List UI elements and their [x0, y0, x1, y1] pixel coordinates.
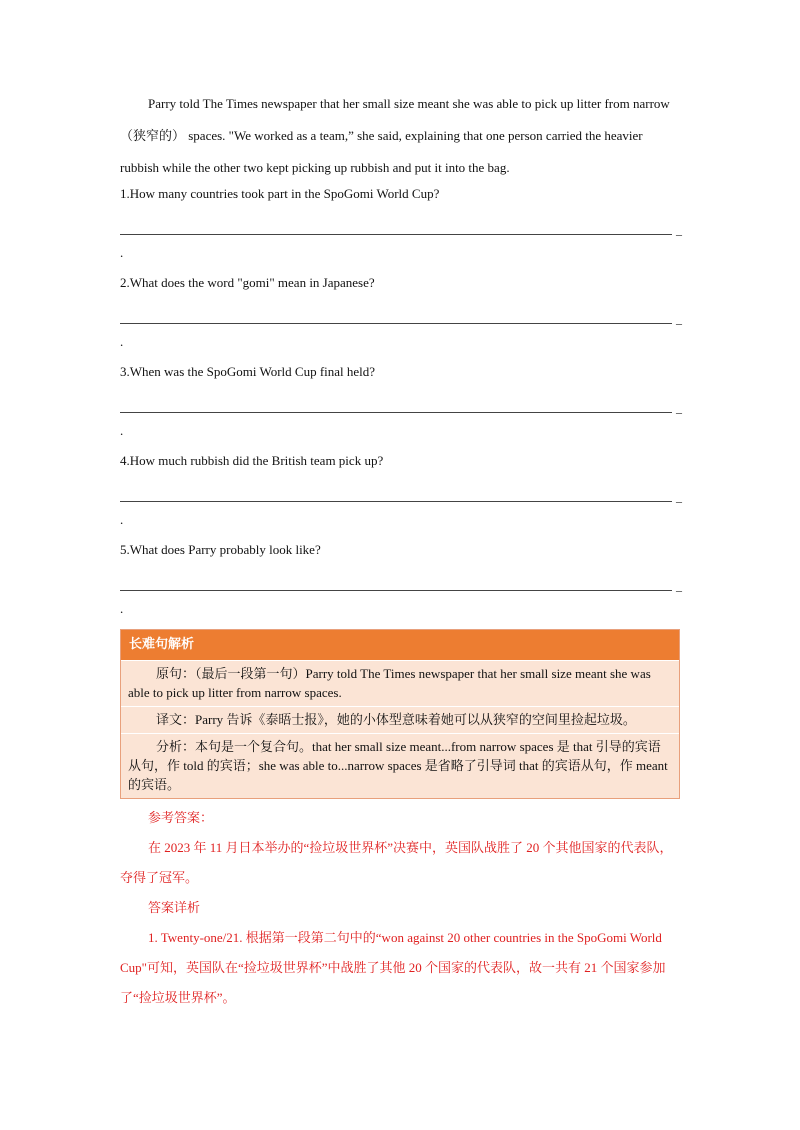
question-1 — [120, 184, 680, 263]
question-text: 3.When was the SpoGomi World Cup final held? — [120, 364, 376, 379]
answer-line[interactable] — [120, 301, 682, 330]
question-2 — [120, 273, 680, 352]
worksheet-page — [120, 88, 680, 1013]
line-end-dot: . — [120, 334, 124, 349]
line-tail: – — [676, 583, 682, 597]
analysis-box-header: 长难句解析 — [121, 630, 679, 660]
answer-line[interactable] — [120, 212, 682, 241]
reference-answer-title: 参考答案： — [148, 810, 214, 825]
question-5 — [120, 540, 680, 619]
answer-line[interactable] — [120, 568, 682, 597]
original-sentence-row: 原句：（最后一段第一句）Parry told The Times newspaper that her small size meant she was able to pick up litter from narrow spaces. — [121, 660, 679, 706]
question-text: 5.What does Parry probably look like? — [120, 542, 321, 557]
line-end-dot: . — [120, 601, 124, 616]
line-end-dot: . — [120, 423, 124, 438]
answer-detail-text: 1. Twenty-one/21. 根据第一段第二句中的“won against 20 other countries in the SpoGomi World Cup"可知，英国队在“捡垃圾世界杯”中战胜了其他 20 个国家的代表队，故一共有 21 个国家参加了“捡垃圾世界杯”。 — [120, 930, 666, 1005]
answer-line[interactable] — [120, 390, 682, 419]
question-3 — [120, 362, 680, 441]
line-tail: – — [676, 494, 682, 508]
answer-detail-title: 答案详析 — [148, 900, 201, 915]
line-end-dot: . — [120, 512, 124, 527]
answer-section — [120, 803, 680, 1013]
line-tail: – — [676, 405, 682, 419]
line-tail: – — [676, 227, 682, 241]
analysis-row: 分析：本句是一个复合句。that her small size meant...from narrow spaces 是 that 引导的宾语从句，作 told 的宾语；she was able to...narrow spaces 是省略了引导词 that 的宾语从句，作 meant 的宾语。 — [121, 733, 679, 798]
question-4 — [120, 451, 680, 530]
line-end-dot: . — [120, 245, 124, 260]
answer-line[interactable] — [120, 479, 682, 508]
line-tail: – — [676, 316, 682, 330]
question-text: 4.How much rubbish did the British team pick up? — [120, 453, 384, 468]
question-text: 1.How many countries took part in the SpoGomi World Cup? — [120, 186, 440, 201]
reference-answer-text: 在 2023 年 11 月日本举办的“捡垃圾世界杯”决赛中，英国队战胜了 20 个其他国家的代表队，夺得了冠军。 — [120, 840, 673, 885]
translation-row: 译文：Parry 告诉《泰晤士报》，她的小体型意味着她可以从狭窄的空间里捡起垃圾。 — [121, 706, 679, 733]
question-text: 2.What does the word "gomi" mean in Japanese? — [120, 275, 375, 290]
passage-paragraph: Parry told The Times newspaper that her small size meant she was able to pick up litter from narrow（狭窄的） spaces. "We worked as a team,” she said, explaining that one person carried the heavier rubbish while the other two kept picking up rubbish and put it into the bag. — [120, 96, 670, 175]
sentence-analysis-box — [120, 629, 680, 799]
